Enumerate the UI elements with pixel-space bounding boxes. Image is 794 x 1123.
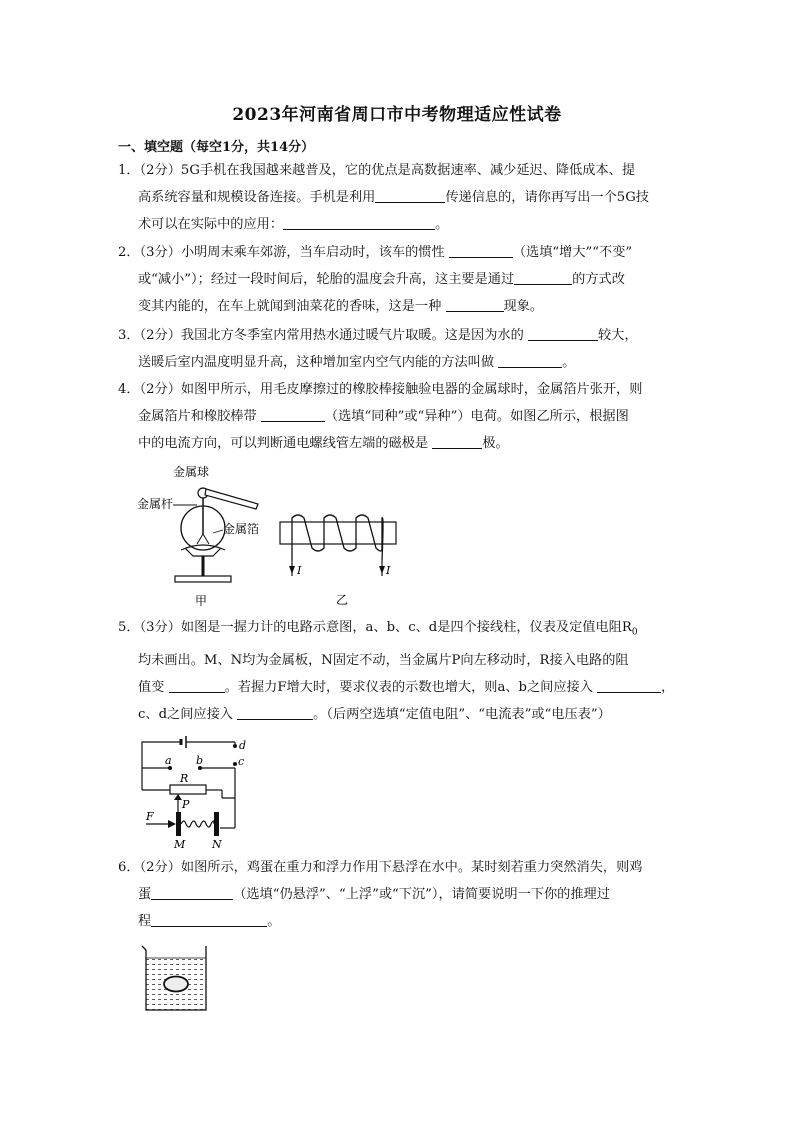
q1-line3: 术可以在实际中的应用： 。: [138, 217, 449, 232]
foil-right: [203, 534, 209, 544]
plate-M: [176, 812, 181, 836]
spring: [181, 821, 214, 827]
exam-title: 2023年河南省周口市中考物理适应性试卷: [232, 105, 562, 125]
q2-line2: 或“减小”）；经过一段时间后，轮胎的温度会升高，这主要是通过 的方式改: [138, 272, 625, 287]
q5-line4: c、d之间应接入 。（后两空选填“定值电阻”、“电流表”或“电压表”）: [138, 706, 611, 722]
terminal-c: [233, 762, 237, 766]
label-P: P: [182, 798, 190, 811]
answer-blank[interactable]: [151, 912, 267, 927]
rheostat-R: [170, 785, 206, 794]
label-metal-ball: 金属球: [173, 465, 210, 479]
current-arrow-left: [289, 566, 295, 574]
q5-line3: 值变 。若握力F增大时，要求仪表的示数也增大，则a、b之间应接入 ，: [138, 679, 675, 695]
current-label-right: I: [386, 564, 391, 577]
label-metal-foil: 金属箔: [223, 522, 260, 536]
q4-line1: 4．（2分）如图甲所示，用毛皮摩擦过的橡胶棒接触验电器的金属球时，金属箔片张开，则: [118, 382, 643, 397]
rubber-rod-shape: [205, 489, 258, 509]
q1-line1: 1．（2分）5G手机在我国越来越普及，它的优点是高数据速率、减少延迟、降低成本、提: [118, 163, 636, 178]
q4-line3: 中的电流方向，可以判断通电螺线管左端的磁极是 极。: [138, 436, 509, 451]
q3-line2: 送暖后室内温度明显升高，这种增加室内空气内能的方法叫做 。: [138, 355, 576, 370]
q2-line3: 变其内能的，在车上就闻到油菜花的香味，这是一种 现象。: [138, 299, 544, 314]
current-arrow-right: [379, 566, 385, 574]
label-yi: 乙: [336, 593, 349, 607]
label-d: d: [239, 739, 247, 752]
q1-line2: 高系统容量和规模设备连接。手机是利用 传递信息的，请你再写出一个5G技: [138, 190, 649, 205]
q4-line2: 金属箔片和橡胶棒带 （选填“同种”或“异种”）电荷。如图乙所示，根据图: [138, 409, 629, 424]
plate-N: [214, 812, 219, 836]
grip-circuit-figure: [140, 728, 260, 852]
q5-line1: 5．（3分）如图是一握力计的电路示意图，a、b、c、d是四个接线柱，仪表及定值电阻$R_0$: [118, 620, 638, 638]
label-N: N: [212, 838, 222, 851]
terminal-d: [233, 744, 237, 748]
question-4: [118, 376, 676, 457]
section-heading: 一、填空题（每空1分，共14分）: [118, 140, 315, 155]
question-3: [118, 322, 676, 376]
label-metal-rod: 金属杆: [137, 497, 174, 511]
egg: [164, 977, 188, 992]
q6-line3: 程 。: [138, 914, 281, 929]
q6-line2: 蛋 （选填“仍悬浮”、“上浮”或“下沉”），请简要说明一下你的推理过: [138, 887, 610, 902]
answer-blank[interactable]: [528, 326, 598, 341]
question-2: [118, 239, 676, 320]
label-R: R: [180, 772, 189, 785]
stand-base: [175, 576, 231, 582]
answer-blank[interactable]: [151, 885, 233, 900]
answer-blank[interactable]: [449, 243, 513, 258]
egg-beaker-figure: [140, 942, 212, 1016]
current-label-left: I: [297, 564, 302, 577]
question-5: [118, 614, 676, 728]
answer-blank[interactable]: [597, 678, 661, 693]
label-jia: 甲: [195, 594, 208, 608]
answer-blank[interactable]: [514, 270, 572, 285]
answer-blank[interactable]: [237, 705, 313, 720]
q5-line2: 均未画出。M、N均为金属板，N固定不动，当金属片P向左移动时，R接入电路的阻: [138, 652, 629, 668]
solenoid-figure: [278, 510, 406, 610]
answer-blank[interactable]: [432, 434, 482, 449]
answer-blank[interactable]: [283, 215, 435, 230]
slider-P: [174, 794, 182, 800]
label-F: F: [146, 810, 154, 823]
answer-blank[interactable]: [446, 297, 504, 312]
question-6: [118, 854, 676, 935]
answer-blank[interactable]: [375, 188, 445, 203]
label-c: c: [238, 755, 245, 768]
q6-line1: 6．（2分）如图所示，鸡蛋在重力和浮力作用下悬浮在水中。某时刻若重力突然消失，则鸡: [118, 860, 643, 875]
answer-blank[interactable]: [261, 407, 325, 422]
label-b: b: [196, 754, 204, 767]
q2-line1: 2．（3分）小明周末乘车郊游，当车启动时，该车的惯性 （选填“增大”“不变”: [118, 245, 633, 260]
foil-left: [197, 534, 203, 544]
electroscope-figure: [135, 462, 275, 612]
answer-blank[interactable]: [169, 678, 225, 693]
label-M: M: [174, 838, 186, 851]
q3-line1: 3．（2分）我国北方冬季室内常用热水通过暖气片取暖。这是因为水的 较大，: [118, 328, 638, 343]
label-a: a: [165, 754, 172, 767]
answer-blank[interactable]: [498, 353, 562, 368]
question-1: [118, 157, 676, 238]
